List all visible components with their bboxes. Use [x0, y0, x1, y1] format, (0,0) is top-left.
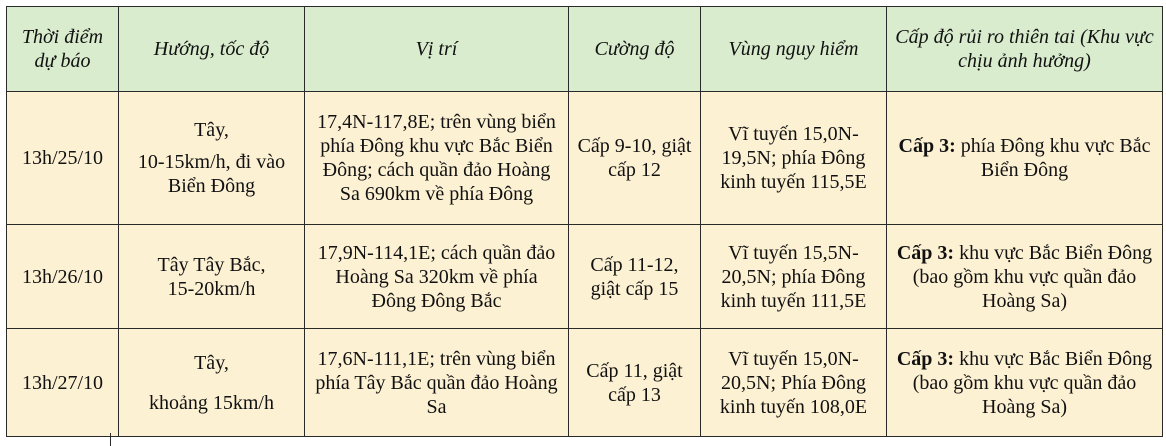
- risk-level-label: Cấp 3:: [896, 241, 955, 264]
- header-risk-level: Cấp độ rủi ro thiên tai (Khu vực chịu ảnh hưởng): [887, 7, 1163, 92]
- cell-time: 13h/26/10: [7, 225, 119, 329]
- cell-risk: [887, 329, 1163, 437]
- risk-level-label: Cấp 3:: [896, 347, 955, 370]
- cell-direction: [119, 92, 305, 225]
- cell-position: 17,6N-111,1E; trên vùng biển phía Tây Bắc quần đảo Hoàng Sa: [305, 329, 569, 437]
- cell-intensity: Cấp 11-12, giật cấp 15: [569, 225, 701, 329]
- cell-danger-zone: Vĩ tuyến 15,5N-20,5N; phía Đông kinh tuyến 111,5E: [701, 225, 887, 329]
- header-position: Vị trí: [305, 7, 569, 92]
- cell-danger-zone: Vĩ tuyến 15,0N-19,5N; phía Đông kinh tuyến 115,5E: [701, 92, 887, 225]
- risk-area-text: phía Đông khu vực Bắc Biển Đông: [955, 135, 1151, 181]
- direction-heading: Tây,: [194, 351, 229, 374]
- header-time: Thời điểm dự báo: [7, 7, 119, 92]
- header-intensity: Cường độ: [569, 7, 701, 92]
- direction-heading: Tây Tây Bắc,: [157, 253, 266, 276]
- header-danger-zone: Vùng nguy hiểm: [701, 7, 887, 92]
- cell-position: 17,9N-114,1E; cách quần đảo Hoàng Sa 320km về phía Đông Đông Bắc: [305, 225, 569, 329]
- risk-level-label: Cấp 3:: [898, 135, 956, 157]
- direction-speed: 10-15km/h, đi vào Biển Đông: [137, 151, 286, 197]
- cell-intensity: Cấp 11, giật cấp 13: [569, 329, 701, 437]
- risk-area-text: khu vực Bắc Biển Đông (bao gồm khu vực quần đảo Hoàng Sa): [912, 241, 1153, 312]
- table-row: [7, 225, 1163, 329]
- direction-speed: khoảng 15km/h: [149, 391, 274, 414]
- cell-risk: [887, 225, 1163, 329]
- storm-forecast-table: [6, 6, 1163, 437]
- cell-time: 13h/25/10: [7, 92, 119, 225]
- table-row: [7, 329, 1163, 437]
- cell-intensity: Cấp 9-10, giật cấp 12: [569, 92, 701, 225]
- header-direction-speed: Hướng, tốc độ: [119, 7, 305, 92]
- header-row: [7, 7, 1163, 92]
- direction-speed: 15-20km/h: [167, 277, 256, 300]
- cell-danger-zone: Vĩ tuyến 15,0N-20,5N; Phía Đông kinh tuyến 108,0E: [701, 329, 887, 437]
- cell-position: 17,4N-117,8E; trên vùng biển phía Đông khu vực Bắc Biển Đông; cách quần đảo Hoàng Sa 690km về phía Đông: [305, 92, 569, 225]
- cell-time: 13h/27/10: [7, 329, 119, 437]
- cell-risk: [887, 92, 1163, 225]
- direction-heading: Tây,: [194, 119, 229, 141]
- table-row: [7, 92, 1163, 225]
- cell-direction: [119, 225, 305, 329]
- risk-area-text: khu vực Bắc Biển Đông (bao gồm khu vực quần đảo Hoàng Sa): [912, 347, 1153, 418]
- footer-divider: [110, 433, 111, 446]
- cell-direction: [119, 329, 305, 437]
